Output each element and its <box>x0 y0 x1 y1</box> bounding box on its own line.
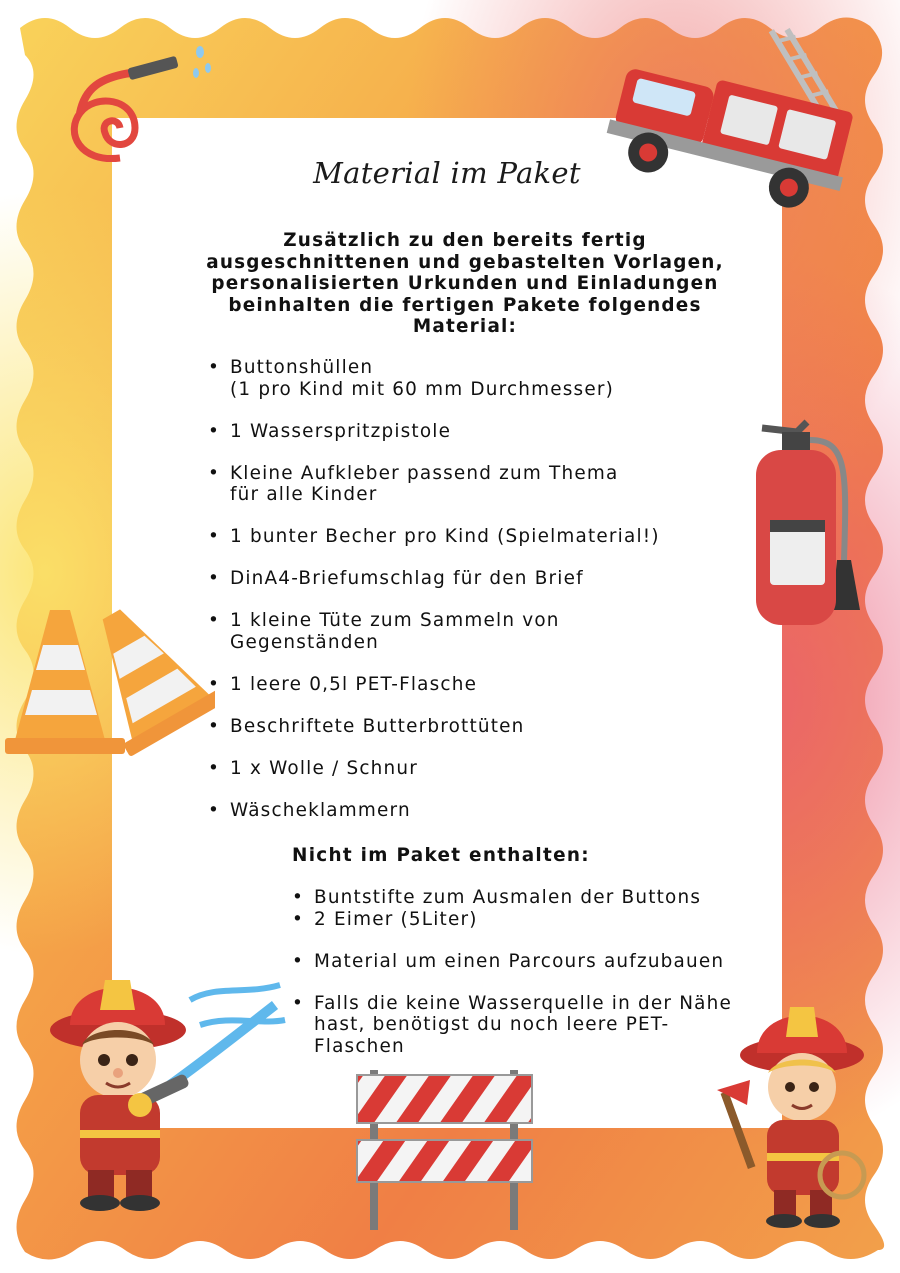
list-item: • Buntstifte zum Ausmalen der Buttons <box>290 887 760 909</box>
not-included-list <box>290 887 760 1078</box>
firefighter-with-hose-icon <box>30 955 300 1215</box>
fire-truck-icon <box>605 15 870 240</box>
fire-extinguisher-icon <box>752 410 872 630</box>
list-item: • Beschriftete Butterbrottüten <box>206 716 706 738</box>
intro-text: Zusätzlich zu den bereits fertig ausgeschnittenen und gebastelten Vorlagen, personalisierten Urkunden und Einladungen beinhalten die fertigen Pakete folgendes Material: <box>206 230 724 337</box>
included-materials-list <box>206 357 706 842</box>
list-item: • Buttonshüllen (1 pro Kind mit 60 mm Durchmesser) <box>206 357 706 400</box>
list-item: • Falls die keine Wasserquelle in der Nähe hast, benötigst du noch leere PET-Flaschen <box>290 993 760 1058</box>
list-item: • 1 x Wolle / Schnur <box>206 758 706 780</box>
road-barrier-icon <box>352 1060 537 1235</box>
not-included-heading: Nicht im Paket enthalten: <box>292 845 590 866</box>
list-item: • 1 Wasserspritzpistole <box>206 421 706 443</box>
list-item: • Kleine Aufkleber passend zum Thema für alle Kinder <box>206 463 706 506</box>
page-title: Material im Paket <box>313 156 581 190</box>
list-item: • 1 kleine Tüte zum Sammeln von Gegenständen <box>206 610 706 653</box>
list-item: • DinA4-Briefumschlag für den Brief <box>206 568 706 590</box>
list-item: • 1 leere 0,5l PET-Flasche <box>206 674 706 696</box>
list-item: • 2 Eimer (5Liter) <box>290 909 760 931</box>
traffic-cones-icon <box>5 600 215 770</box>
list-item: • 1 bunter Becher pro Kind (Spielmaterial!) <box>206 526 706 548</box>
list-item: • Wäscheklammern <box>206 800 706 822</box>
list-item: • Material um einen Parcours aufzubauen <box>290 951 760 973</box>
